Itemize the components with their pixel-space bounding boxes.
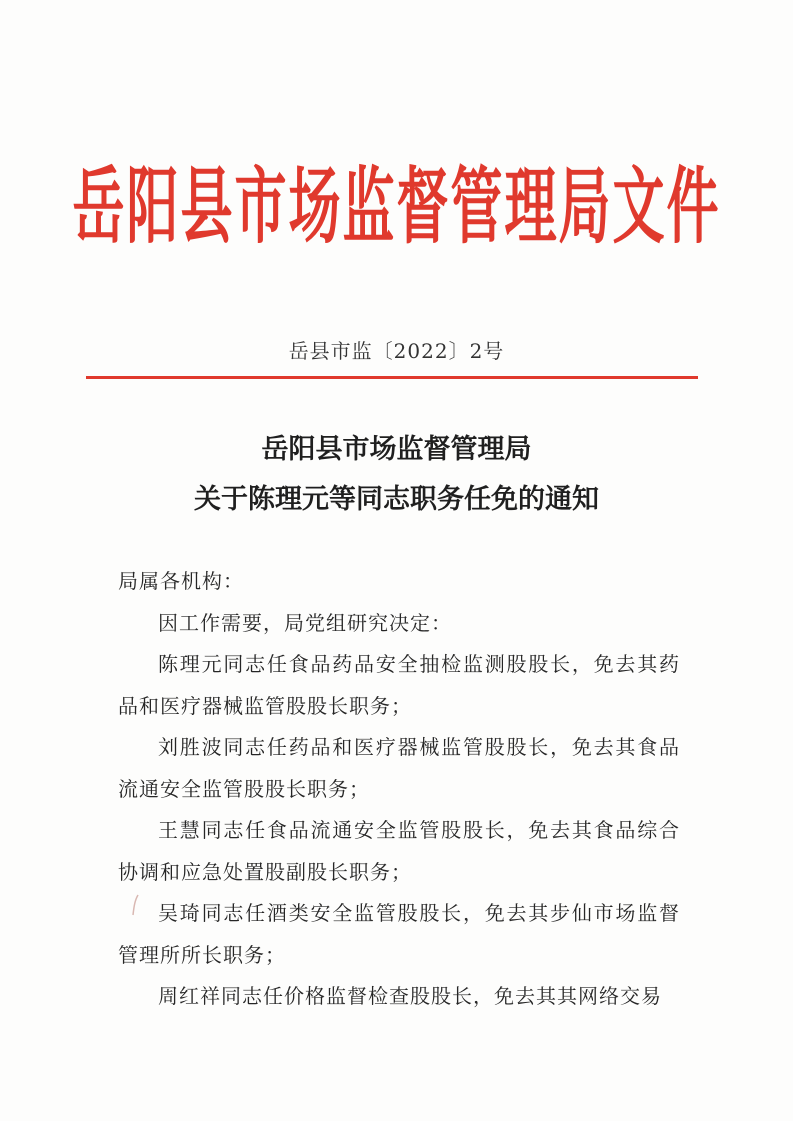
paragraph-appointment-wu: 吴琦同志任酒类安全监管股股长，免去其步仙市场监督管理所所长职务； <box>118 901 680 967</box>
notice-title-line-1: 岳阳县市场监督管理局 <box>261 434 532 465</box>
document-number: 岳县市监〔2022〕2号 <box>288 339 505 363</box>
salutation: 局属各机构： <box>118 569 244 593</box>
notice-title <box>0 425 793 525</box>
notice-title-line-2: 关于陈理元等同志职务任免的通知 <box>194 484 599 515</box>
paragraph-appointment-wang: 王慧同志任食品流通安全监管股股长，免去其食品综合协调和应急处置股副股长职务； <box>118 818 680 884</box>
paragraph-appointment-chen: 陈理元同志任食品药品安全抽检监测股股长，免去其药品和医疗器械监管股股长职务； <box>118 652 680 718</box>
paragraph-appointment-liu: 刘胜波同志任药品和医疗器械监管股股长，免去其食品流通安全监管股股长职务； <box>118 735 680 801</box>
red-divider-line <box>86 376 698 379</box>
paragraph-appointment-zhou: 周红祥同志任价格监督检查股股长，免去其其网络交易 <box>158 984 662 1008</box>
notice-body <box>118 561 680 1018</box>
document-header-title: 岳阳县市场监督管理局文件 <box>72 160 721 256</box>
handwritten-mark <box>132 894 140 916</box>
paragraph-decision: 因工作需要，局党组研究决定： <box>158 610 452 635</box>
